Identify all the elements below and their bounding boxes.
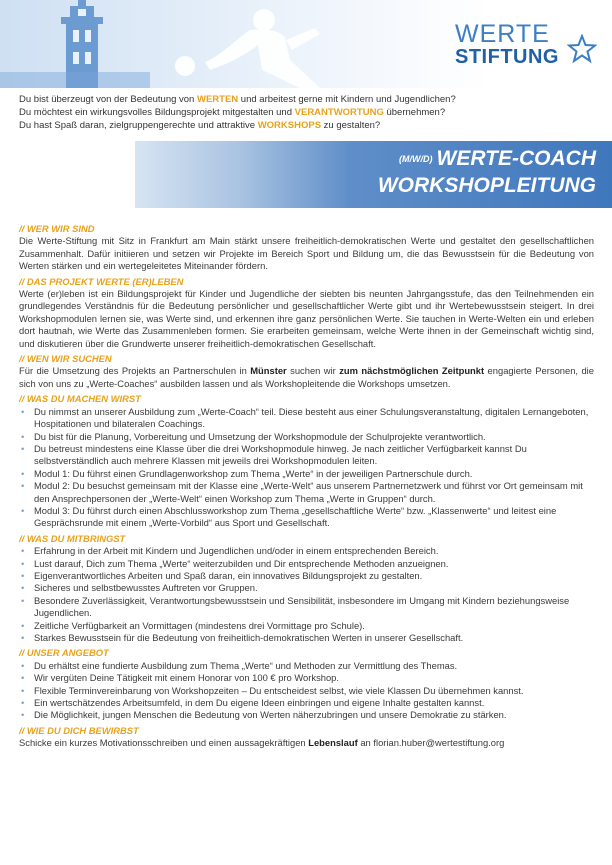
- section-title-wen-wir-suchen: // WEN WIR SUCHEN: [19, 353, 112, 365]
- list-item: • Modul 2: Du besuchst gemeinsam mit der Klasse eine „Werte-Welt“ aus unserem Partnernetzwerk und führst vor Ort gemeinsam mit den Ansprechpersonen der „Werte-Welt“ einen Workshop zum Thema „Werte in Gruppen“ durch.: [19, 480, 594, 505]
- start-date: zum nächstmöglichen Zeitpunkt: [339, 365, 485, 377]
- list-item: • Du betreust mindestens eine Klasse über die drei Workshopmodule hinweg. Je nach zeitlicher Verfügbarkeit kannst Du selbstverständlich auch mehrere Klassen mit jeweils drei Workshopmodulen leiten.: [19, 443, 594, 468]
- list-item: • Zeitliche Verfügbarkeit an Vormittagen (mindestens drei Vormittage pro Schule).: [19, 620, 594, 632]
- job-description: [19, 223, 594, 750]
- cv-label: Lebenslauf: [308, 737, 358, 749]
- list-item: • Die Möglichkeit, jungen Menschen die Bedeutung von Werten näherzubringen und unsere Demokratie zu stärken.: [19, 709, 594, 721]
- list-offer: [19, 660, 594, 722]
- logo-text-stiftung: STIFTUNG: [455, 46, 559, 68]
- section-text-wen-wir-suchen: Für die Umsetzung des Projekts an Partnerschulen in Münster suchen wir zum nächstmöglichen Zeitpunkt engagierte Personen, die sich von uns zu „Werte-Coaches“ ausbilden lassen und als Workshopleitende die Workshops umsetzen.: [19, 365, 594, 389]
- list-item: • Du bist für die Planung, Vorbereitung und Umsetzung der Workshopmodule der Schulprojekte verantwortlich.: [19, 431, 594, 443]
- section-title-bewerbung: // WIE DU DICH BEWIRBST: [19, 724, 139, 736]
- logo-text-werte: WERTE: [455, 20, 550, 48]
- section-title-was-du-machen-wirst: // WAS DU MACHEN WIRST: [19, 393, 141, 405]
- list-item: • Ein wertschätzendes Arbeitsumfeld, in dem Du eigene Ideen einbringen und eigene Inhalte gestalten kannst.: [19, 697, 594, 709]
- highlight-werten: WERTEN: [196, 94, 239, 105]
- list-item: • Erfahrung in der Arbeit mit Kindern und Jugendlichen und/oder in einem entsprechenden Bereich.: [19, 545, 594, 557]
- list-item: • Eigenverantwortliches Arbeiten und Spaß daran, ein innovatives Bildungsprojekt zu gestalten.: [19, 570, 594, 582]
- email-link[interactable]: florian.huber@wertestiftung.org: [373, 737, 505, 749]
- star-icon: [567, 34, 597, 64]
- list-item: • Lust darauf, Dich zum Thema „Werte“ weiterzubilden und Dir entsprechende Methoden anzueignen.: [19, 558, 594, 570]
- section-title-unser-angebot: // UNSER ANGEBOT: [19, 647, 109, 659]
- section-text-bewerbung: Schicke ein kurzes Motivationsschreiben und einen aussagekräftigen Lebenslauf an florian.huber@wertestiftung.org: [19, 737, 505, 749]
- list-item: • Wir vergüten Deine Tätigkeit mit einem Honorar von 100 € pro Workshop.: [19, 672, 594, 684]
- job-title-line1: WERTE-COACH: [436, 147, 596, 170]
- list-item: • Modul 3: Du führst durch einen Abschlussworkshop zum Thema „gesellschaftliche Werte“ bzw. „Klassenwerte“ und leitest eine Gesprächsrunde mit einem „Werte-Vorbild“ aus Sport und Gesellschaft.: [19, 505, 594, 530]
- list-item: • Starkes Bewusstsein für die Bedeutung von freiheitlich-demokratischen Werten in unserer Gesellschaft.: [19, 632, 594, 644]
- list-item: • Du erhältst eine fundierte Ausbildung zum Thema „Werte“ und Methoden zur Vermittlung des Themas.: [19, 660, 594, 672]
- section-text-projekt: Werte (er)leben ist ein Bildungsprojekt für Kinder und Jugendliche der siebten bis neunten Jahrgangsstufe, das den Teilnehmenden ein grundlegendes Verständnis für die Bedeutung persönlicher und gesellschaftlicher Werte gibt und ihr Wertebewusstsein steigert. In drei Workshopmodulen lernen sie, was Werte sind, und erkennen ihre ganz persönlichen Werte. Sie tauchen in Werte-Welten ein und erleben dort hautnah, wie Werte das Zusammenleben formen. Sie erarbeiten gemeinsam, welche Werte ihnen in der Gemeinschaft wichtig sind, und diskutieren über die Grundwerte unserer freiheitlich-demokratischen Gesellschaft.: [19, 288, 594, 349]
- list-item: • Flexible Terminvereinbarung von Workshopzeiten – Du entscheidest selbst, wie viele Klassen Du übernehmen kannst.: [19, 685, 594, 697]
- job-title-banner: [135, 141, 612, 208]
- section-text-wer-wir-sind: Die Werte-Stiftung mit Sitz in Frankfurt am Main stärkt unsere freiheitlich-demokratischen Werte und gestaltet den gesellschaftlichen Zusammenhalt. Dafür initiieren und setzen wir Projekte im Bereich Sport und Bildung um, die das Bewusstsein für die Bedeutung von Werten stärken und ein wertegeleitetes Miteinander fördern.: [19, 235, 594, 272]
- job-title-line2: WORKSHOPLEITUNG: [377, 174, 596, 197]
- list-item: • Modul 1: Du führst einen Grundlagenworkshop zum Thema „Werte“ in der jeweiligen Partnerschule durch.: [19, 468, 594, 480]
- gender-note: (M/W/D): [399, 154, 433, 164]
- list-tasks: [19, 406, 594, 530]
- section-title-wer-wir-sind: // WER WIR SIND: [19, 223, 95, 234]
- highlight-workshops: WORKSHOPS: [257, 120, 322, 131]
- city-name: Münster: [250, 365, 287, 377]
- intro-text: Du bist überzeugt von der Bedeutung von WERTEN und arbeitest gerne mit Kindern und Jugendlichen? Du möchtest ein wirkungsvolles Bildungsprojekt mitgestalten und VERANTWORTUNG übernehmen? Du hast Spaß daran, zielgruppengerechte und attraktive WORKSHOPS zu gestalten?: [19, 94, 456, 131]
- list-item: • Besondere Zuverlässigkeit, Verantwortungsbewusstsein und Sensibilität, insbesondere im Umgang mit Kindern beziehungsweise Jugendlichen.: [19, 595, 594, 620]
- section-title-projekt: // DAS PROJEKT WERTE (ER)LEBEN: [19, 275, 184, 287]
- highlight-verantwortung: VERANTWORTUNG: [294, 107, 384, 118]
- section-title-was-du-mitbringst: // WAS DU MITBRINGST: [19, 532, 126, 544]
- list-item: • Sicheres und selbstbewusstes Auftreten vor Gruppen.: [19, 582, 594, 594]
- logo: [455, 20, 595, 70]
- list-item: • Du nimmst an unserer Ausbildung zum „Werte-Coach“ teil. Diese besteht aus einer Schulungsveranstaltung, digitalen Lernangeboten, Hospitationen und bilateralen Coachings.: [19, 406, 594, 431]
- list-requirements: [19, 545, 594, 644]
